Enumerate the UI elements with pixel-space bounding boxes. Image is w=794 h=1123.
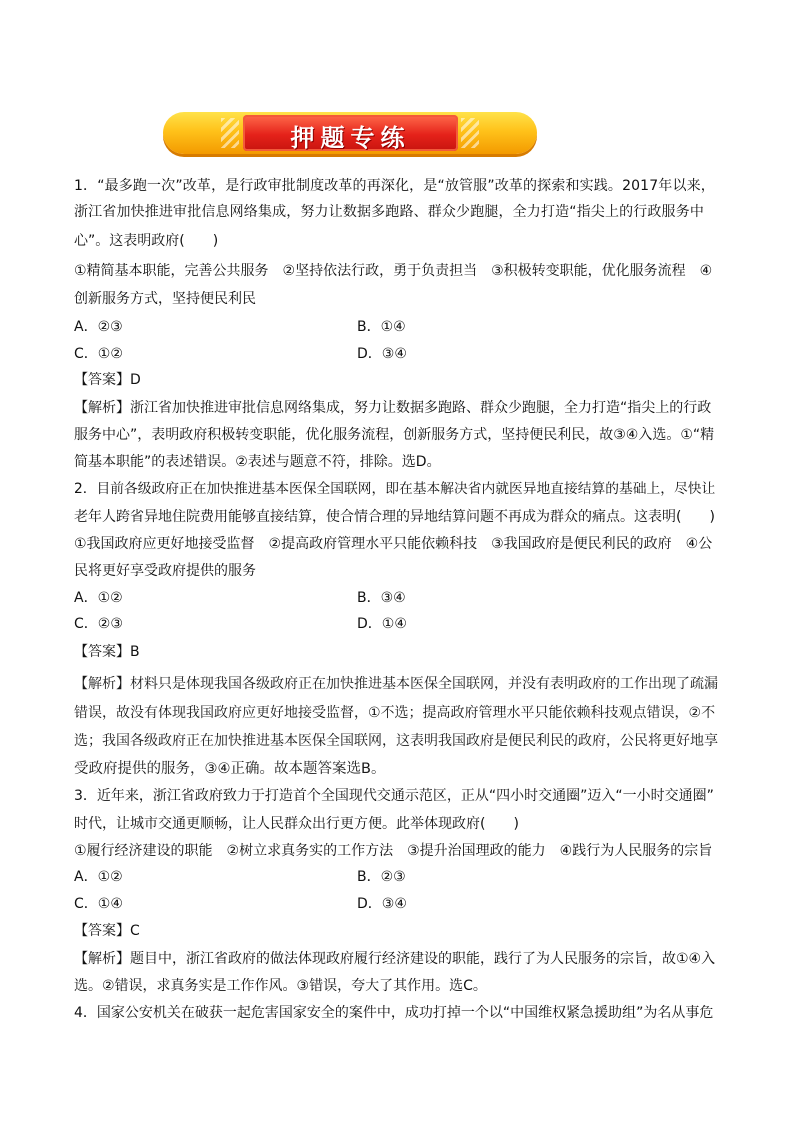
q3-option-a: A．①② — [74, 869, 123, 885]
q2-analysis-line-4: 受政府提供的服务，③④正确。故本题答案选B。 — [74, 761, 386, 777]
banner-stripe-left — [221, 118, 239, 148]
q3-statements-line-1: ①履行经济建设的职能 ②树立求真务实的工作方法 ③提升治国理政的能力 ④践行为人民服务的宗旨 — [74, 843, 713, 859]
q1-answer: 【答案】D — [74, 372, 141, 388]
q2-stem-line-1: 2．目前各级政府正在加快推进基本医保全国联网，即在基本解决省内就医异地直接结算的基础上，尽快让 — [74, 481, 716, 497]
q2-option-d: D．①④ — [357, 616, 407, 632]
q1-stem-line-2: 浙江省加快推进审批信息网络集成，努力让数据多跑路、群众少跑腿，全力打造“指尖上的行政服务中 — [74, 204, 704, 220]
banner-title: 押题专练 — [290, 124, 411, 152]
q1-stem-line-1: 1．“最多跑一次”改革，是行政审批制度改革的再深化，是“放管服”改革的探索和实践。2017年以来， — [74, 178, 715, 194]
q2-statements-line-2: 民将更好享受政府提供的服务 — [74, 563, 256, 579]
q2-analysis-line-2: 错误，故没有体现我国政府应更好地接受监督，①不选；提高政府管理水平只能依赖科技观点错误，②不 — [74, 705, 716, 721]
q1-option-d: D．③④ — [357, 346, 407, 362]
q2-analysis-line-3: 选；我国各级政府正在加快推进基本医保全国联网，这表明我国政府是便民利民的政府，公民将更好地享 — [74, 733, 718, 749]
q3-stem-line-2: 时代，让城市交通更顺畅，让人民群众出行更方便。此举体现政府( ) — [74, 816, 519, 832]
q3-analysis-line-1: 【解析】题目中，浙江省政府的做法体现政府履行经济建设的职能，践行了为人民服务的宗旨，故①④入 — [74, 951, 716, 967]
q1-analysis-line-2: 服务中心”，表明政府积极转变职能，优化服务流程，创新服务方式，坚持便民利民，故③④入选。①“精 — [74, 427, 715, 443]
q2-analysis-line-1: 【解析】材料只是体现我国各级政府正在加快推进基本医保全国联网，并没有表明政府的工作出现了疏漏 — [74, 676, 718, 692]
q1-analysis-line-1: 【解析】浙江省加快推进审批信息网络集成，努力让数据多跑路、群众少跑腿，全力打造“指尖上的行政 — [74, 400, 712, 416]
q1-option-a: A．②③ — [74, 319, 123, 335]
q2-option-c: C．②③ — [74, 616, 123, 632]
q2-option-b: B．③④ — [357, 590, 406, 606]
q3-answer: 【答案】C — [74, 923, 140, 939]
section-banner — [163, 112, 537, 154]
banner-stripe-right — [461, 118, 479, 148]
q3-analysis-line-2: 选。②错误，求真务实是工作作风。③错误，夸大了其作用。选C。 — [74, 978, 487, 994]
q3-option-d: D．③④ — [357, 896, 407, 912]
q2-option-a: A．①② — [74, 590, 123, 606]
q4-stem-line-1: 4．国家公安机关在破获一起危害国家安全的案件中，成功打掉一个以“中国维权紧急援助组”为名从事危 — [74, 1005, 714, 1021]
q1-statements-line-2: 创新服务方式，坚持便民利民 — [74, 291, 256, 307]
q2-statements-line-1: ①我国政府应更好地接受监督 ②提高政府管理水平只能依赖科技 ③我国政府是便民利民的政府 ④公 — [74, 536, 713, 552]
banner-plate — [243, 115, 458, 151]
q1-statements-line-1: ①精简基本职能，完善公共服务 ②坚持依法行政，勇于负责担当 ③积极转变职能，优化服务流程 ④ — [74, 263, 713, 279]
q2-stem-line-2: 老年人跨省异地住院费用能够直接结算，使合情合理的异地结算问题不再成为群众的痛点。这表明( ) — [74, 509, 715, 525]
q1-stem-line-3: 心”。这表明政府( ) — [74, 233, 219, 249]
q1-analysis-line-3: 简基本职能”的表述错误。②表述与题意不符，排除。选D。 — [74, 454, 441, 470]
q3-option-b: B．②③ — [357, 869, 406, 885]
q2-answer: 【答案】B — [74, 644, 140, 660]
q1-option-b: B．①④ — [357, 319, 406, 335]
q3-stem-line-1: 3．近年来，浙江省政府致力于打造首个全国现代交通示范区，正从“四小时交通圈”迈入“一小时交通圈” — [74, 788, 714, 804]
q1-option-c: C．①② — [74, 346, 123, 362]
q3-option-c: C．①④ — [74, 896, 123, 912]
